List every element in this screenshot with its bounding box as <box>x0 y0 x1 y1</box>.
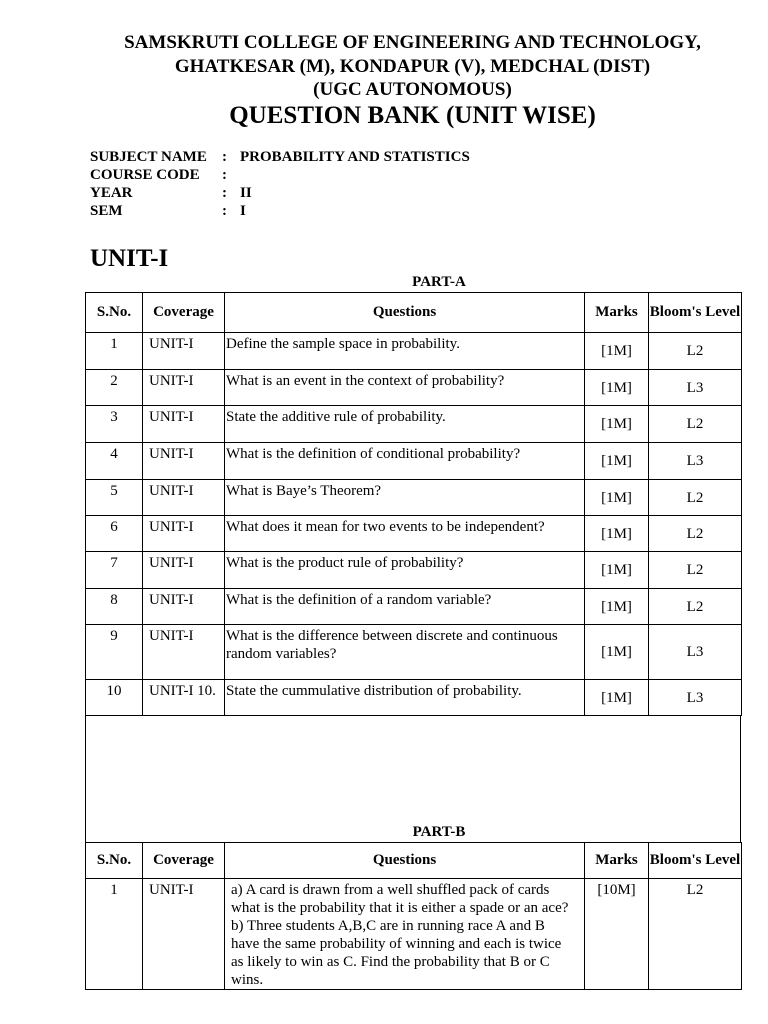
cell-marks: [1M] <box>585 589 649 625</box>
column-header-blooms-level: Bloom's Level <box>649 843 742 879</box>
cell-question: State the cummulative distribution of probability. <box>225 680 585 716</box>
column-header-marks: Marks <box>585 293 649 333</box>
table-row <box>86 516 742 552</box>
cell-marks: [1M] <box>585 516 649 552</box>
column-header-coverage: Coverage <box>143 293 225 333</box>
table-row <box>86 443 742 480</box>
table-header-row <box>86 843 742 879</box>
table-row <box>86 879 742 990</box>
cell-marks: [1M] <box>585 370 649 406</box>
cell-sno: 4 <box>86 443 143 480</box>
cell-level: L2 <box>649 552 742 589</box>
cell-coverage: UNIT-I <box>143 370 225 406</box>
cell-coverage: UNIT-I <box>143 625 225 680</box>
meta-key: SEM <box>90 203 123 219</box>
cell-marks: [10M] <box>585 879 649 990</box>
cell-coverage: UNIT-I <box>143 480 225 516</box>
part-a-table <box>85 292 742 716</box>
table-row <box>86 552 742 589</box>
cell-coverage: UNIT-I <box>143 406 225 443</box>
table-row <box>86 680 742 716</box>
column-header-questions: Questions <box>225 843 585 879</box>
table-header-row <box>86 293 742 333</box>
part-b-table <box>85 842 742 990</box>
cell-sno: 1 <box>86 333 143 370</box>
cell-sno: 6 <box>86 516 143 552</box>
college-address: GHATKESAR (M), KONDAPUR (V), MEDCHAL (DIST) <box>174 56 651 77</box>
cell-question: Define the sample space in probability. <box>225 333 585 370</box>
cell-coverage: UNIT-I <box>143 333 225 370</box>
college-name: SAMSKRUTI COLLEGE OF ENGINEERING AND TECHNOLOGY, <box>124 32 701 53</box>
table-row <box>86 406 742 443</box>
cell-level: L2 <box>649 333 742 370</box>
cell-level: L2 <box>649 879 742 990</box>
cell-marks: [1M] <box>585 480 649 516</box>
cell-question: What is Baye’s Theorem? <box>225 480 585 516</box>
cell-coverage: UNIT-I <box>143 443 225 480</box>
cell-level: L3 <box>649 443 742 480</box>
college-status: (UGC AUTONOMOUS) <box>313 79 512 100</box>
cell-level: L2 <box>649 480 742 516</box>
cell-sno: 8 <box>86 589 143 625</box>
question-part-b: b) Three students A,B,C are in running race A and B have the same probability of winning and each is twice as likely to win as C. Find the probability that B or C wins. <box>231 918 562 988</box>
cell-question: What does it mean for two events to be independent? <box>225 516 585 552</box>
table-row <box>86 625 742 680</box>
cell-question: What is an event in the context of probability? <box>225 370 585 406</box>
cell-question: What is the definition of conditional probability? <box>225 443 585 480</box>
cell-marks: [1M] <box>585 552 649 589</box>
meta-separator: : <box>222 203 227 219</box>
cell-level: L3 <box>649 680 742 716</box>
cell-sno: 1 <box>86 879 143 990</box>
cell-level: L2 <box>649 516 742 552</box>
table-row <box>86 480 742 516</box>
cell-question: What is the difference between discrete and continuous random variables? <box>225 625 585 680</box>
meta-key: YEAR <box>90 185 133 201</box>
meta-separator: : <box>222 167 227 183</box>
cell-marks: [1M] <box>585 680 649 716</box>
cell-marks: [1M] <box>585 333 649 370</box>
column-header-sno: S.No. <box>86 843 143 879</box>
column-header-marks: Marks <box>585 843 649 879</box>
cell-coverage: UNIT-I <box>143 589 225 625</box>
cell-marks: [1M] <box>585 406 649 443</box>
meta-value: I <box>240 203 246 219</box>
cell-marks: [1M] <box>585 625 649 680</box>
cell-marks: [1M] <box>585 443 649 480</box>
cell-question: What is the definition of a random variable? <box>225 589 585 625</box>
meta-value: II <box>240 185 252 201</box>
cell-coverage: UNIT-I 10. <box>143 680 225 716</box>
part-b-label: PART-B <box>412 824 466 840</box>
document-title: QUESTION BANK (UNIT WISE) <box>229 102 596 129</box>
meta-separator: : <box>222 149 227 165</box>
meta-key: COURSE CODE <box>90 167 200 183</box>
table-row <box>86 333 742 370</box>
cell-sno: 10 <box>86 680 143 716</box>
question-part-a: a) A card is drawn from a well shuffled pack of cards what is the probability that it is either a spade or an ace? <box>231 882 569 916</box>
cell-level: L3 <box>649 625 742 680</box>
cell-sno: 7 <box>86 552 143 589</box>
cell-level: L2 <box>649 406 742 443</box>
cell-question: What is the product rule of probability? <box>225 552 585 589</box>
cell-sno: 2 <box>86 370 143 406</box>
unit-heading: UNIT-I <box>90 245 169 272</box>
cell-sno: 5 <box>86 480 143 516</box>
cell-sno: 9 <box>86 625 143 680</box>
cell-level: L3 <box>649 370 742 406</box>
cell-coverage: UNIT-I <box>143 552 225 589</box>
cell-question: State the additive rule of probability. <box>225 406 585 443</box>
column-header-questions: Questions <box>225 293 585 333</box>
column-header-coverage: Coverage <box>143 843 225 879</box>
meta-key: SUBJECT NAME <box>90 149 207 165</box>
table-row <box>86 370 742 406</box>
meta-separator: : <box>222 185 227 201</box>
cell-question <box>225 879 585 990</box>
table-row <box>86 589 742 625</box>
cell-coverage: UNIT-I <box>143 879 225 990</box>
cell-level: L2 <box>649 589 742 625</box>
meta-value: PROBABILITY AND STATISTICS <box>240 149 470 165</box>
column-header-blooms-level: Bloom's Level <box>649 293 742 333</box>
part-a-label: PART-A <box>412 274 466 290</box>
cell-coverage: UNIT-I <box>143 516 225 552</box>
column-header-sno: S.No. <box>86 293 143 333</box>
cell-sno: 3 <box>86 406 143 443</box>
